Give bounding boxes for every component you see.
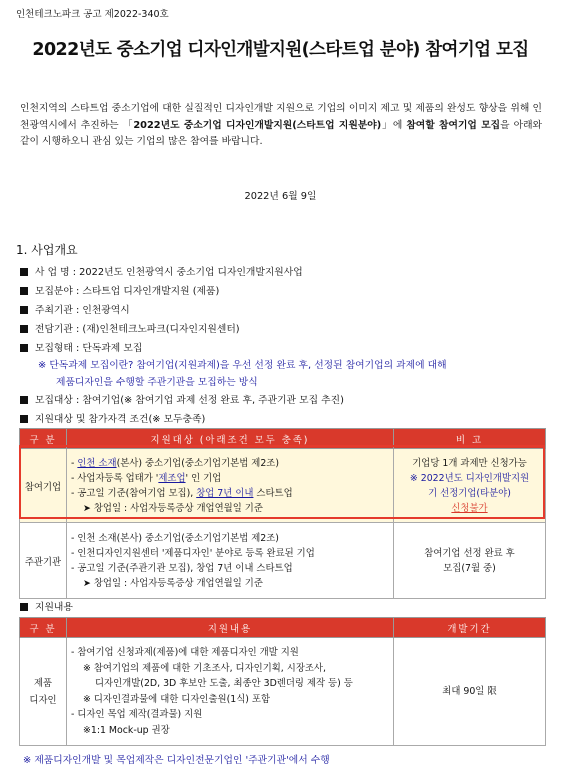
header-support: 지원내용 <box>67 618 394 638</box>
recruit-type-note-1: ※ 단독과제 모집이란? 참여기업(지원과제)을 우선 선정 완료 후, 선정된 참여기업의 과제에 대해 <box>38 360 447 371</box>
intro-recruit-text: 참여할 참여기업 모집 <box>406 119 501 131</box>
notice-date: 2022년 6월 9일 <box>244 191 317 202</box>
intro-text-3: 을 아래와 같이 시행하오니 관심 있는 기업의 많은 참여를 바랍니다. <box>20 119 542 147</box>
bullet-square-icon <box>20 268 28 276</box>
support-line: ※ 참여기업의 제품에 대한 기초조사, 디자인기획, 시장조사, <box>83 662 326 674</box>
founding-date-note: ➤ 창업일 : 사업자등록증상 개업연월일 기준 <box>83 577 263 589</box>
bullet-text: 모집대상 : 참여기업(※ 참여기업 과제 선정 완료 후, 주관기관 모집 추진) <box>35 395 344 406</box>
incheon-location-link: 인천 소재 <box>77 457 117 469</box>
bullet-text: 모집형태 : 단독과제 모집 <box>35 343 143 354</box>
bullet-eligibility <box>20 411 205 425</box>
support-details <box>67 638 394 746</box>
bullet-square-icon <box>20 325 28 333</box>
bullet-square-icon <box>20 603 28 611</box>
condition-text: (본사) 중소기업(중소기업기본법 제2조) <box>116 457 279 469</box>
remark-line: 기 선정기업(타분야) <box>428 487 511 499</box>
bullet-host <box>20 302 130 316</box>
table-row-participant <box>20 449 546 523</box>
bullet-recruit-type <box>20 340 142 354</box>
table-header-row <box>20 618 546 638</box>
header-target: 지원대상 (아래조건 모두 충족) <box>67 429 394 449</box>
notice-number: 인천테크노파크 공고 제2022-340호 <box>16 9 169 20</box>
header-category: 구 분 <box>20 429 67 449</box>
manufacturing-link: 제조업 <box>158 472 186 484</box>
header-remark: 비 고 <box>394 429 546 449</box>
condition-text: - 인천디자인지원센터 '제품디자인' 분야로 등록 완료된 기업 <box>71 547 315 559</box>
header-category: 구 분 <box>20 618 67 638</box>
condition-text: - 공고일 기준(참여기업 모집), <box>71 487 197 499</box>
support-line: ※1:1 Mock-up 권장 <box>83 724 170 736</box>
row-label-participant: 참여기업 <box>20 449 67 523</box>
founding-date-note: ➤ 창업일 : 사업자등록증상 개업연월일 기준 <box>83 502 263 514</box>
participant-remarks <box>394 449 546 523</box>
participant-conditions <box>67 449 394 523</box>
bullet-text: 주최기관 : 인천광역시 <box>35 305 130 316</box>
table-row-host-org <box>20 523 546 599</box>
condition-text: ' 인 기업 <box>185 472 222 484</box>
bullet-field <box>20 283 219 297</box>
support-line: ※ 디자인결과물에 대한 디자인출원(1식) 포함 <box>83 693 271 705</box>
host-org-remarks <box>394 523 546 599</box>
remark-line: 모집(7월 중) <box>443 562 496 574</box>
table-header-row <box>20 429 546 449</box>
condition-text: - 인천 소재(본사) 중소기업(중소기업기본법 제2조) <box>71 532 279 544</box>
bullet-text: 전담기관 : (재)인천테크노파크(디자인지원센터) <box>35 324 240 335</box>
recruit-type-note-2: 제품디자인을 수행할 주관기관을 모집하는 방식 <box>56 377 258 388</box>
footer-note: ※ 제품디자인개발 및 목업제작은 디자인전문기업인 '주관기관'에서 수행 <box>23 755 330 766</box>
section-heading-overview: 1. 사업개요 <box>16 243 78 257</box>
support-line: - 참여기업 신청과제(제품)에 대한 제품디자인 개발 지원 <box>71 647 299 658</box>
condition-text: - 사업자등록 업태가 ' <box>71 472 159 484</box>
startup-years-link: 창업 7년 이내 <box>196 487 254 499</box>
condition-text: - 공고일 기준(주관기관 모집), 창업 7년 이내 스타트업 <box>71 562 293 574</box>
eligibility-table <box>19 428 546 599</box>
bullet-target <box>20 392 344 406</box>
bullet-text: 사 업 명 : 2022년도 인천광역시 중소기업 디자인개발지원사업 <box>35 267 303 278</box>
bullet-text: 지원대상 및 참가자격 조건(※ 모두충족) <box>35 414 206 425</box>
support-table <box>19 617 546 746</box>
dash: - <box>71 457 78 469</box>
bullet-square-icon <box>20 344 28 352</box>
development-period: 최대 90일 限 <box>394 638 546 746</box>
support-line: 디자인개발(2D, 3D 후보안 도출, 최종안 3D렌더링 제작 등) 등 <box>95 678 353 689</box>
intro-program-name: 2022년도 중소기업 디자인개발지원(스타트업 지원분야) <box>133 119 382 131</box>
bullet-square-icon <box>20 415 28 423</box>
bullet-text: 지원내용 <box>35 602 73 613</box>
remark-line: 참여기업 선정 완료 후 <box>424 547 515 559</box>
bullet-square-icon <box>20 287 28 295</box>
bullet-text: 모집분야 : 스타트업 디자인개발지원 (제품) <box>35 286 220 297</box>
bullet-support-content <box>20 599 73 613</box>
row-label-product-design: 제품 디자인 <box>20 638 67 746</box>
header-period: 개발기간 <box>394 618 546 638</box>
bullet-project-name <box>20 264 303 278</box>
bullet-square-icon <box>20 396 28 404</box>
bullet-square-icon <box>20 306 28 314</box>
bullet-agency <box>20 321 240 335</box>
intro-paragraph <box>20 101 542 151</box>
not-eligible-link: 신청불가 <box>451 502 488 514</box>
table-row-product-design <box>20 638 546 746</box>
support-line: - 디자인 목업 제작(결과물) 지원 <box>71 709 203 720</box>
remark-line: ※ 2022년도 디자인개발지원 <box>409 472 530 484</box>
intro-text-1: 인천지역의 스타트업 중소기업에 대한 실질적인 디자인개발 지원으로 기업의 이미지 제고 및 제품의 완성도 향상을 위해 인천광역시에서 추진하는 「 <box>20 103 542 131</box>
row-label-host-org: 주관기관 <box>20 523 67 599</box>
page-title: 2022년도 중소기업 디자인개발지원(스타트업 분야) 참여기업 모집 <box>32 40 529 60</box>
host-org-conditions <box>67 523 394 599</box>
remark-line: 기업당 1개 과제만 신청가능 <box>412 457 527 469</box>
condition-text: 스타트업 <box>253 487 293 499</box>
intro-text-2: 」에 <box>381 119 407 131</box>
